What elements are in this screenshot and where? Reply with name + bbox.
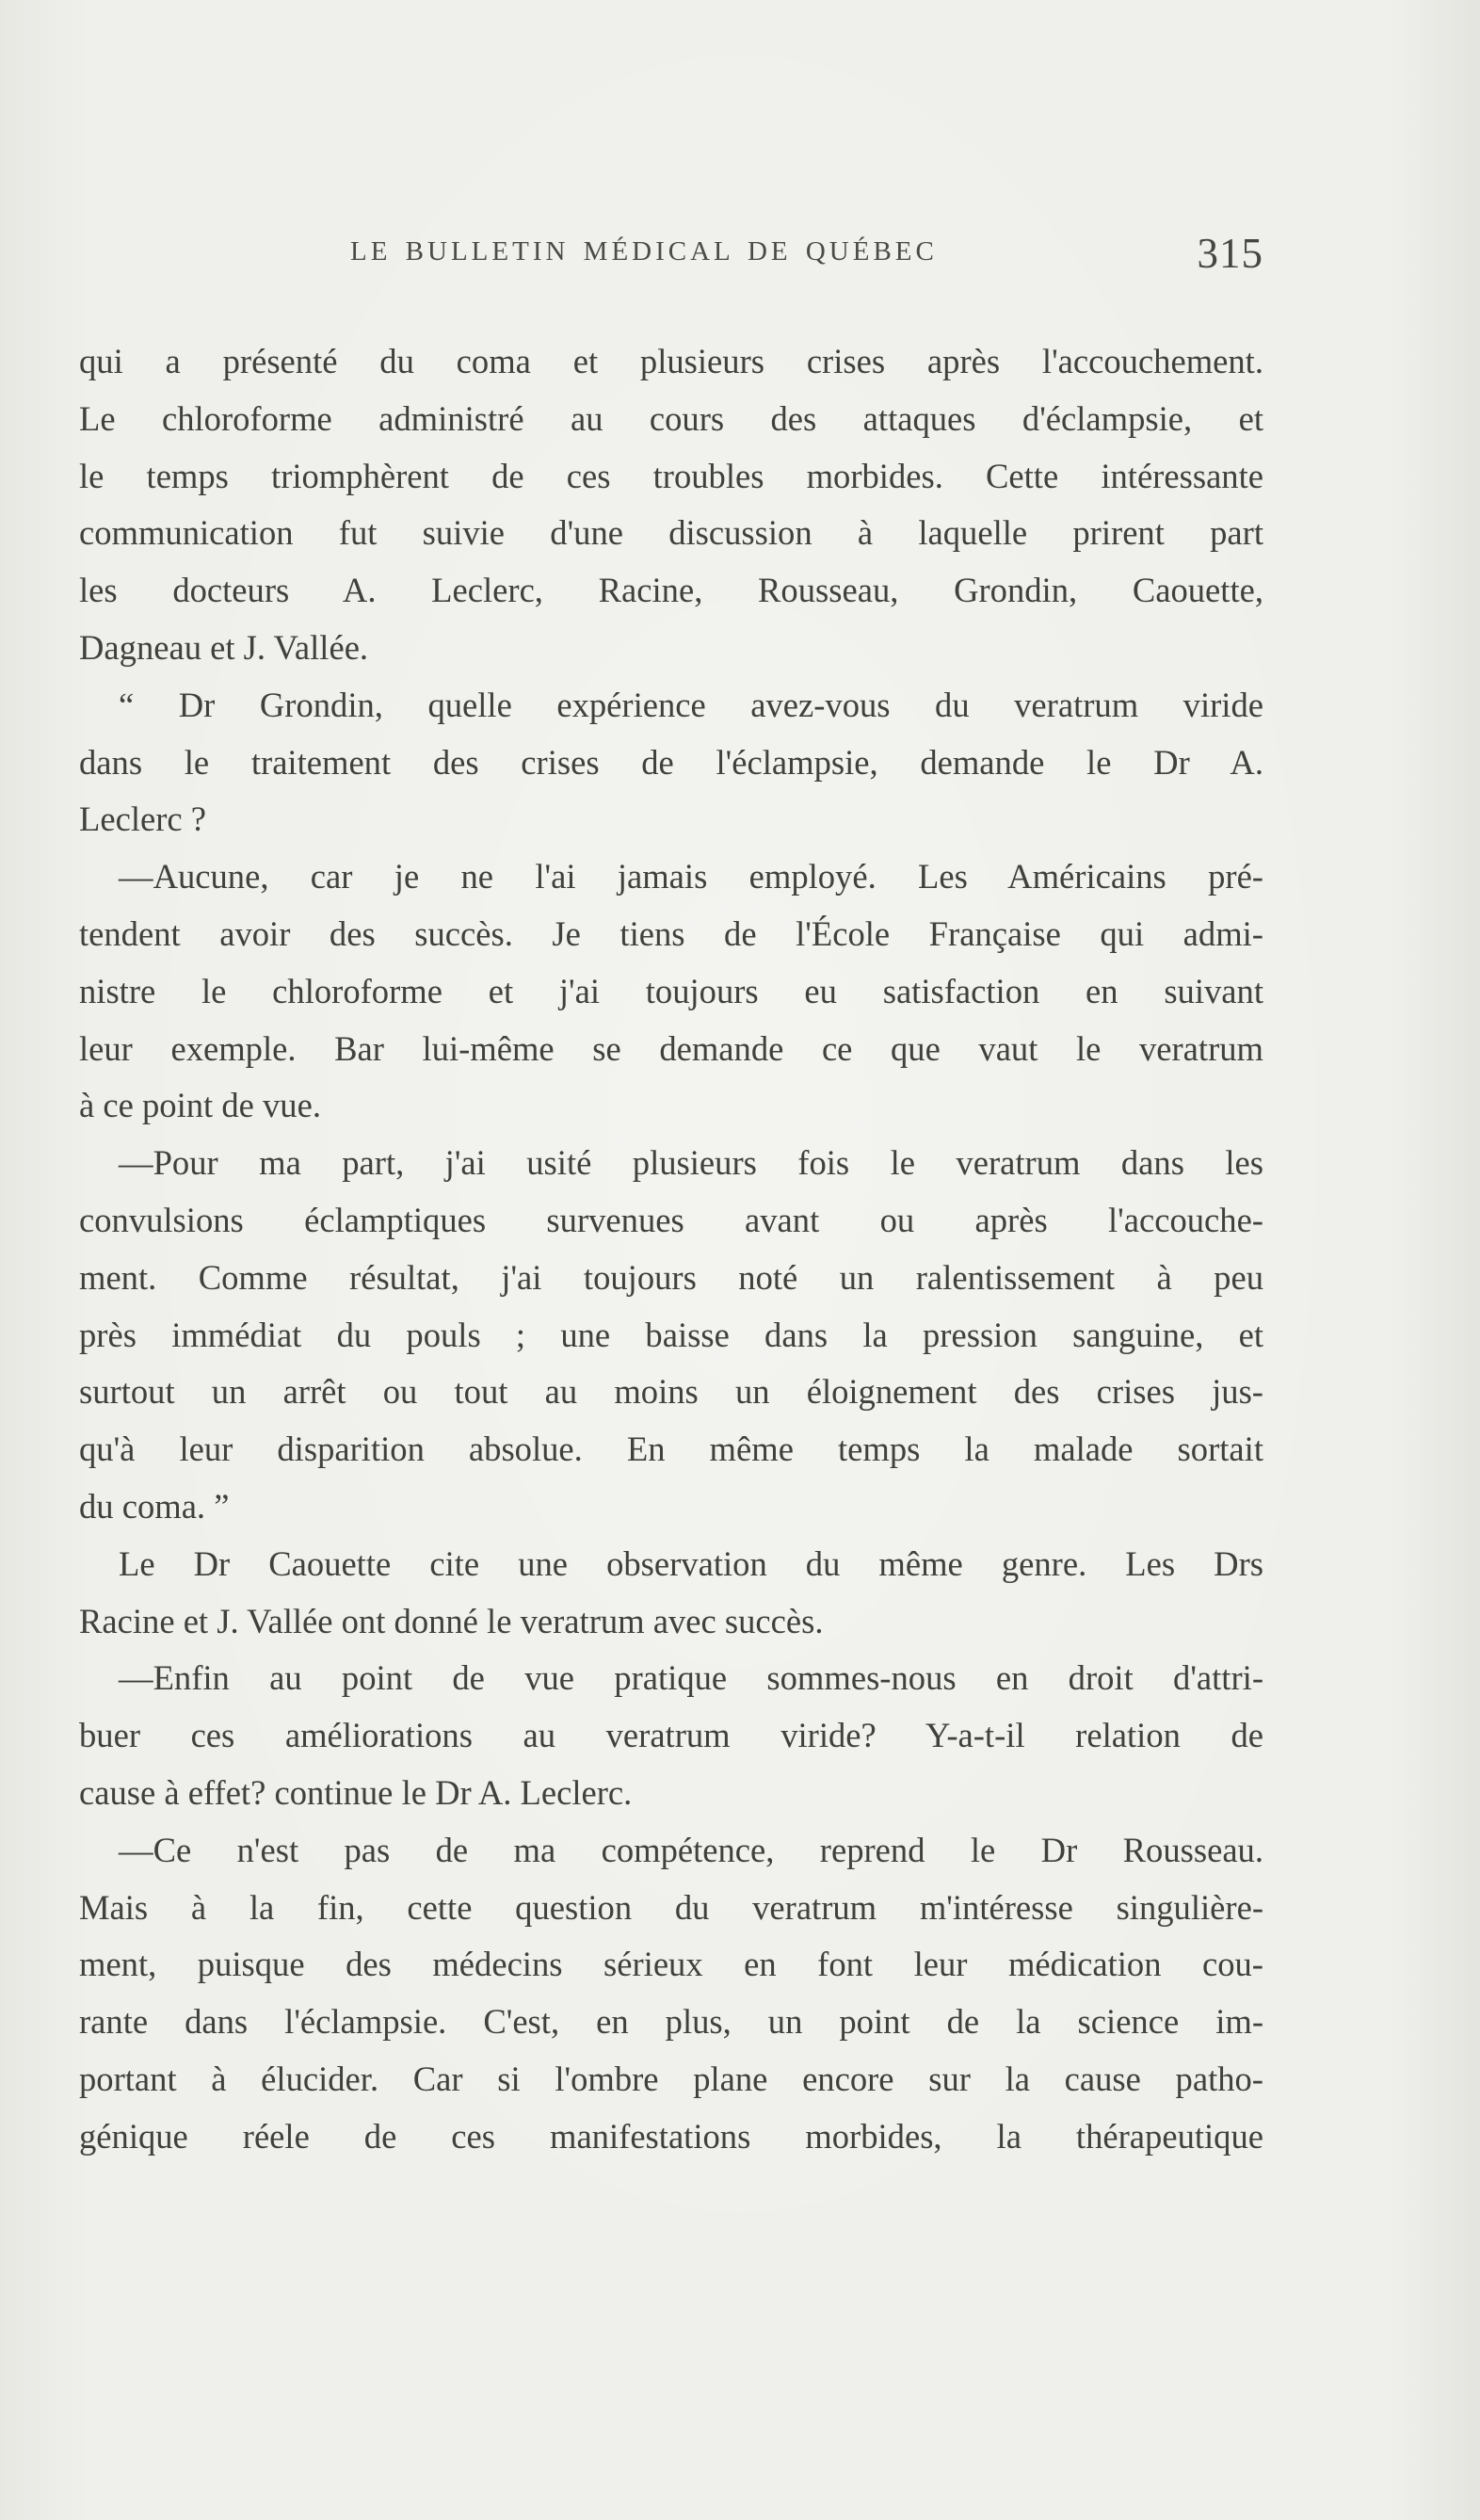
text-line: à ce point de vue. xyxy=(79,1086,321,1125)
text-line: “ Dr Grondin, quelle expérience avez-vous du veratrum viride xyxy=(119,685,1263,724)
text-line: génique réele de ces manifestations morbides, la thérapeutique xyxy=(79,2116,1263,2156)
text-line: —Aucune, car je ne l'ai jamais employé. Les Américains pré- xyxy=(119,857,1263,897)
text-line: leur exemple. Bar lui-même se demande ce que vaut le veratrum xyxy=(79,1028,1263,1068)
text-line: —Pour ma part, j'ai usité plusieurs fois le veratrum dans les xyxy=(119,1143,1263,1183)
text-line: surtout un arrêt ou tout au moins un éloignement des crises jus- xyxy=(79,1372,1263,1412)
text-line: —Ce n'est pas de ma compétence, reprend le Dr Rousseau. xyxy=(119,1830,1263,1869)
text-line: qu'à leur disparition absolue. En même temps la malade sortait xyxy=(79,1430,1263,1469)
text-line: dans le traitement des crises de l'éclampsie, demande le Dr A. xyxy=(79,742,1263,782)
text-line: rante dans l'éclampsie. C'est, en plus, un point de la science im- xyxy=(79,2002,1263,2042)
body-text xyxy=(79,333,1263,2166)
page-number: 315 xyxy=(1197,230,1263,277)
text-line: Dagneau et J. Vallée. xyxy=(79,627,369,667)
running-title: LE BULLETIN MÉDICAL DE QUÉBEC xyxy=(350,236,938,267)
text-line: les docteurs A. Leclerc, Racine, Rousseau, Grondin, Caouette, xyxy=(79,571,1263,610)
text-line: ment, puisque des médecins sérieux en font leur médication cou- xyxy=(79,1945,1263,1984)
text-line: Le chloroforme administré au cours des attaques d'éclampsie, et xyxy=(79,398,1263,438)
text-line: nistre le chloroforme et j'ai toujours eu satisfaction en suivant xyxy=(79,971,1263,1010)
text-line: du coma. ” xyxy=(79,1486,230,1526)
running-header xyxy=(79,230,1263,287)
text-line: Leclerc ? xyxy=(79,800,207,839)
text-line: le temps triomphèrent de ces troubles morbides. Cette intéressante xyxy=(79,456,1263,495)
text-line: tendent avoir des succès. Je tiens de l'École Française qui admi- xyxy=(79,913,1263,953)
text-line: ment. Comme résultat, j'ai toujours noté un ralentissement à peu xyxy=(79,1257,1263,1297)
text-line: buer ces améliorations au veratrum viride? Y-a-t-il relation de xyxy=(79,1716,1263,1755)
text-line: communication fut suivie d'une discussion à laquelle prirent part xyxy=(79,513,1263,553)
text-line: près immédiat du pouls ; une baisse dans la pression sanguine, et xyxy=(79,1315,1263,1354)
text-line: qui a présenté du coma et plusieurs crises après l'accouchement. xyxy=(79,342,1263,380)
text-line: cause à effet? continue le Dr A. Leclerc. xyxy=(79,1772,633,1812)
text-line: Le Dr Caouette cite une observation du même genre. Les Drs xyxy=(119,1543,1263,1583)
text-line: Racine et J. Vallée ont donné le veratrum avec succès. xyxy=(79,1601,824,1640)
text-line: portant à élucider. Car si l'ombre plane encore sur la cause patho- xyxy=(79,2059,1263,2098)
text-line: Mais à la fin, cette question du veratrum m'intéresse singulière- xyxy=(79,1887,1263,1927)
text-line: —Enfin au point de vue pratique sommes-nous en droit d'attri- xyxy=(119,1658,1263,1698)
text-line: convulsions éclamptiques survenues avant ou après l'accouche- xyxy=(79,1200,1263,1239)
